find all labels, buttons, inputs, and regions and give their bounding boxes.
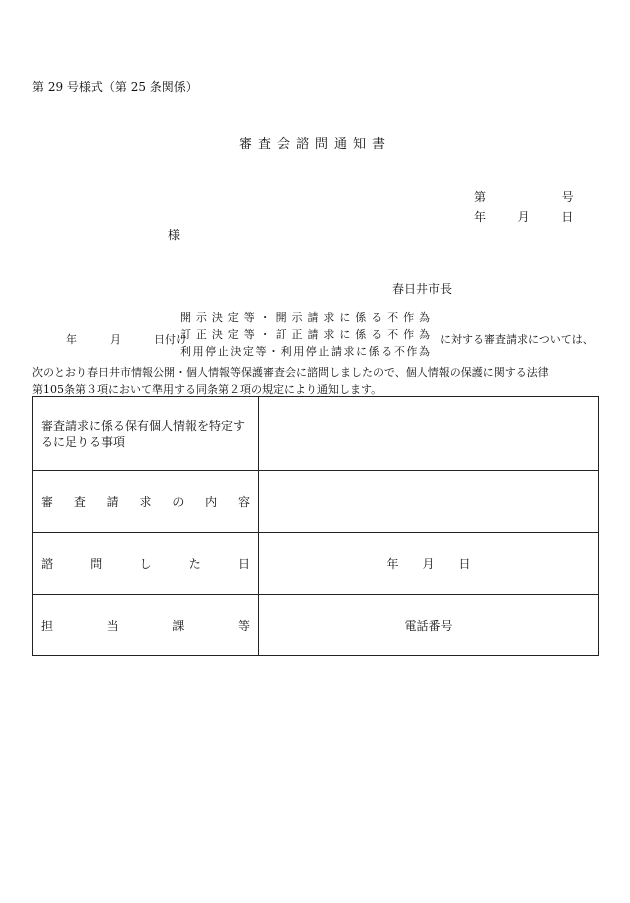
request-date-month: 月 — [110, 333, 121, 346]
request-type-disclosure: 開示決定等・開示請求に係る不作為 — [180, 311, 430, 324]
label-department: 担当課等 — [33, 595, 259, 656]
request-type-suspension: 利用停止決定等・利用停止請求に係る不作為 — [180, 345, 430, 358]
document-number — [474, 188, 574, 205]
request-date-year: 年 — [66, 333, 77, 346]
value-request-content — [259, 471, 599, 533]
label-request-content: 審査請求の内容 — [33, 471, 259, 533]
table-row — [33, 595, 599, 656]
date-month: 月 — [517, 210, 530, 224]
document-title: 審査会諮問通知書 — [238, 137, 391, 152]
value-phone: 電話番号 — [259, 595, 599, 656]
number-prefix: 第 — [474, 190, 487, 204]
table-row — [33, 471, 599, 533]
notice-line-2: 第105条第３項において準用する同条第２項の規定により通知します。 — [32, 383, 383, 396]
document-date — [474, 208, 573, 225]
value-consultation-date: 年 月 日 — [259, 533, 599, 595]
date-day: 日 — [561, 210, 574, 224]
value-personal-info-item — [259, 397, 599, 471]
label-consultation-date: 諮問した日 — [33, 533, 259, 595]
table-row — [33, 397, 599, 471]
sender-name: 春日井市長 — [392, 282, 453, 296]
request-date-day: 日付け — [154, 333, 187, 346]
request-type-suffix: に対する審査請求については、 — [440, 333, 594, 346]
notice-line-1: 次のとおり春日井市情報公開・個人情報等保護審査会に諮問しましたので、個人情報の保護に関する法律 — [32, 366, 549, 379]
date-year: 年 — [474, 210, 487, 224]
notice-paragraph — [32, 364, 549, 398]
number-suffix: 号 — [561, 190, 574, 204]
request-type-correction: 訂正決定等・訂正請求に係る不作為 — [180, 328, 430, 341]
table-row — [33, 533, 599, 595]
request-type-list — [180, 309, 430, 360]
request-date — [66, 331, 187, 347]
form-number: 第 29 号様式（第 25 条関係） — [32, 80, 198, 94]
label-personal-info-item: 審査請求に係る保有個人情報を特定するに足りる事項 — [33, 397, 259, 471]
addressee-honorific: 様 — [168, 228, 181, 242]
details-table — [32, 396, 599, 656]
